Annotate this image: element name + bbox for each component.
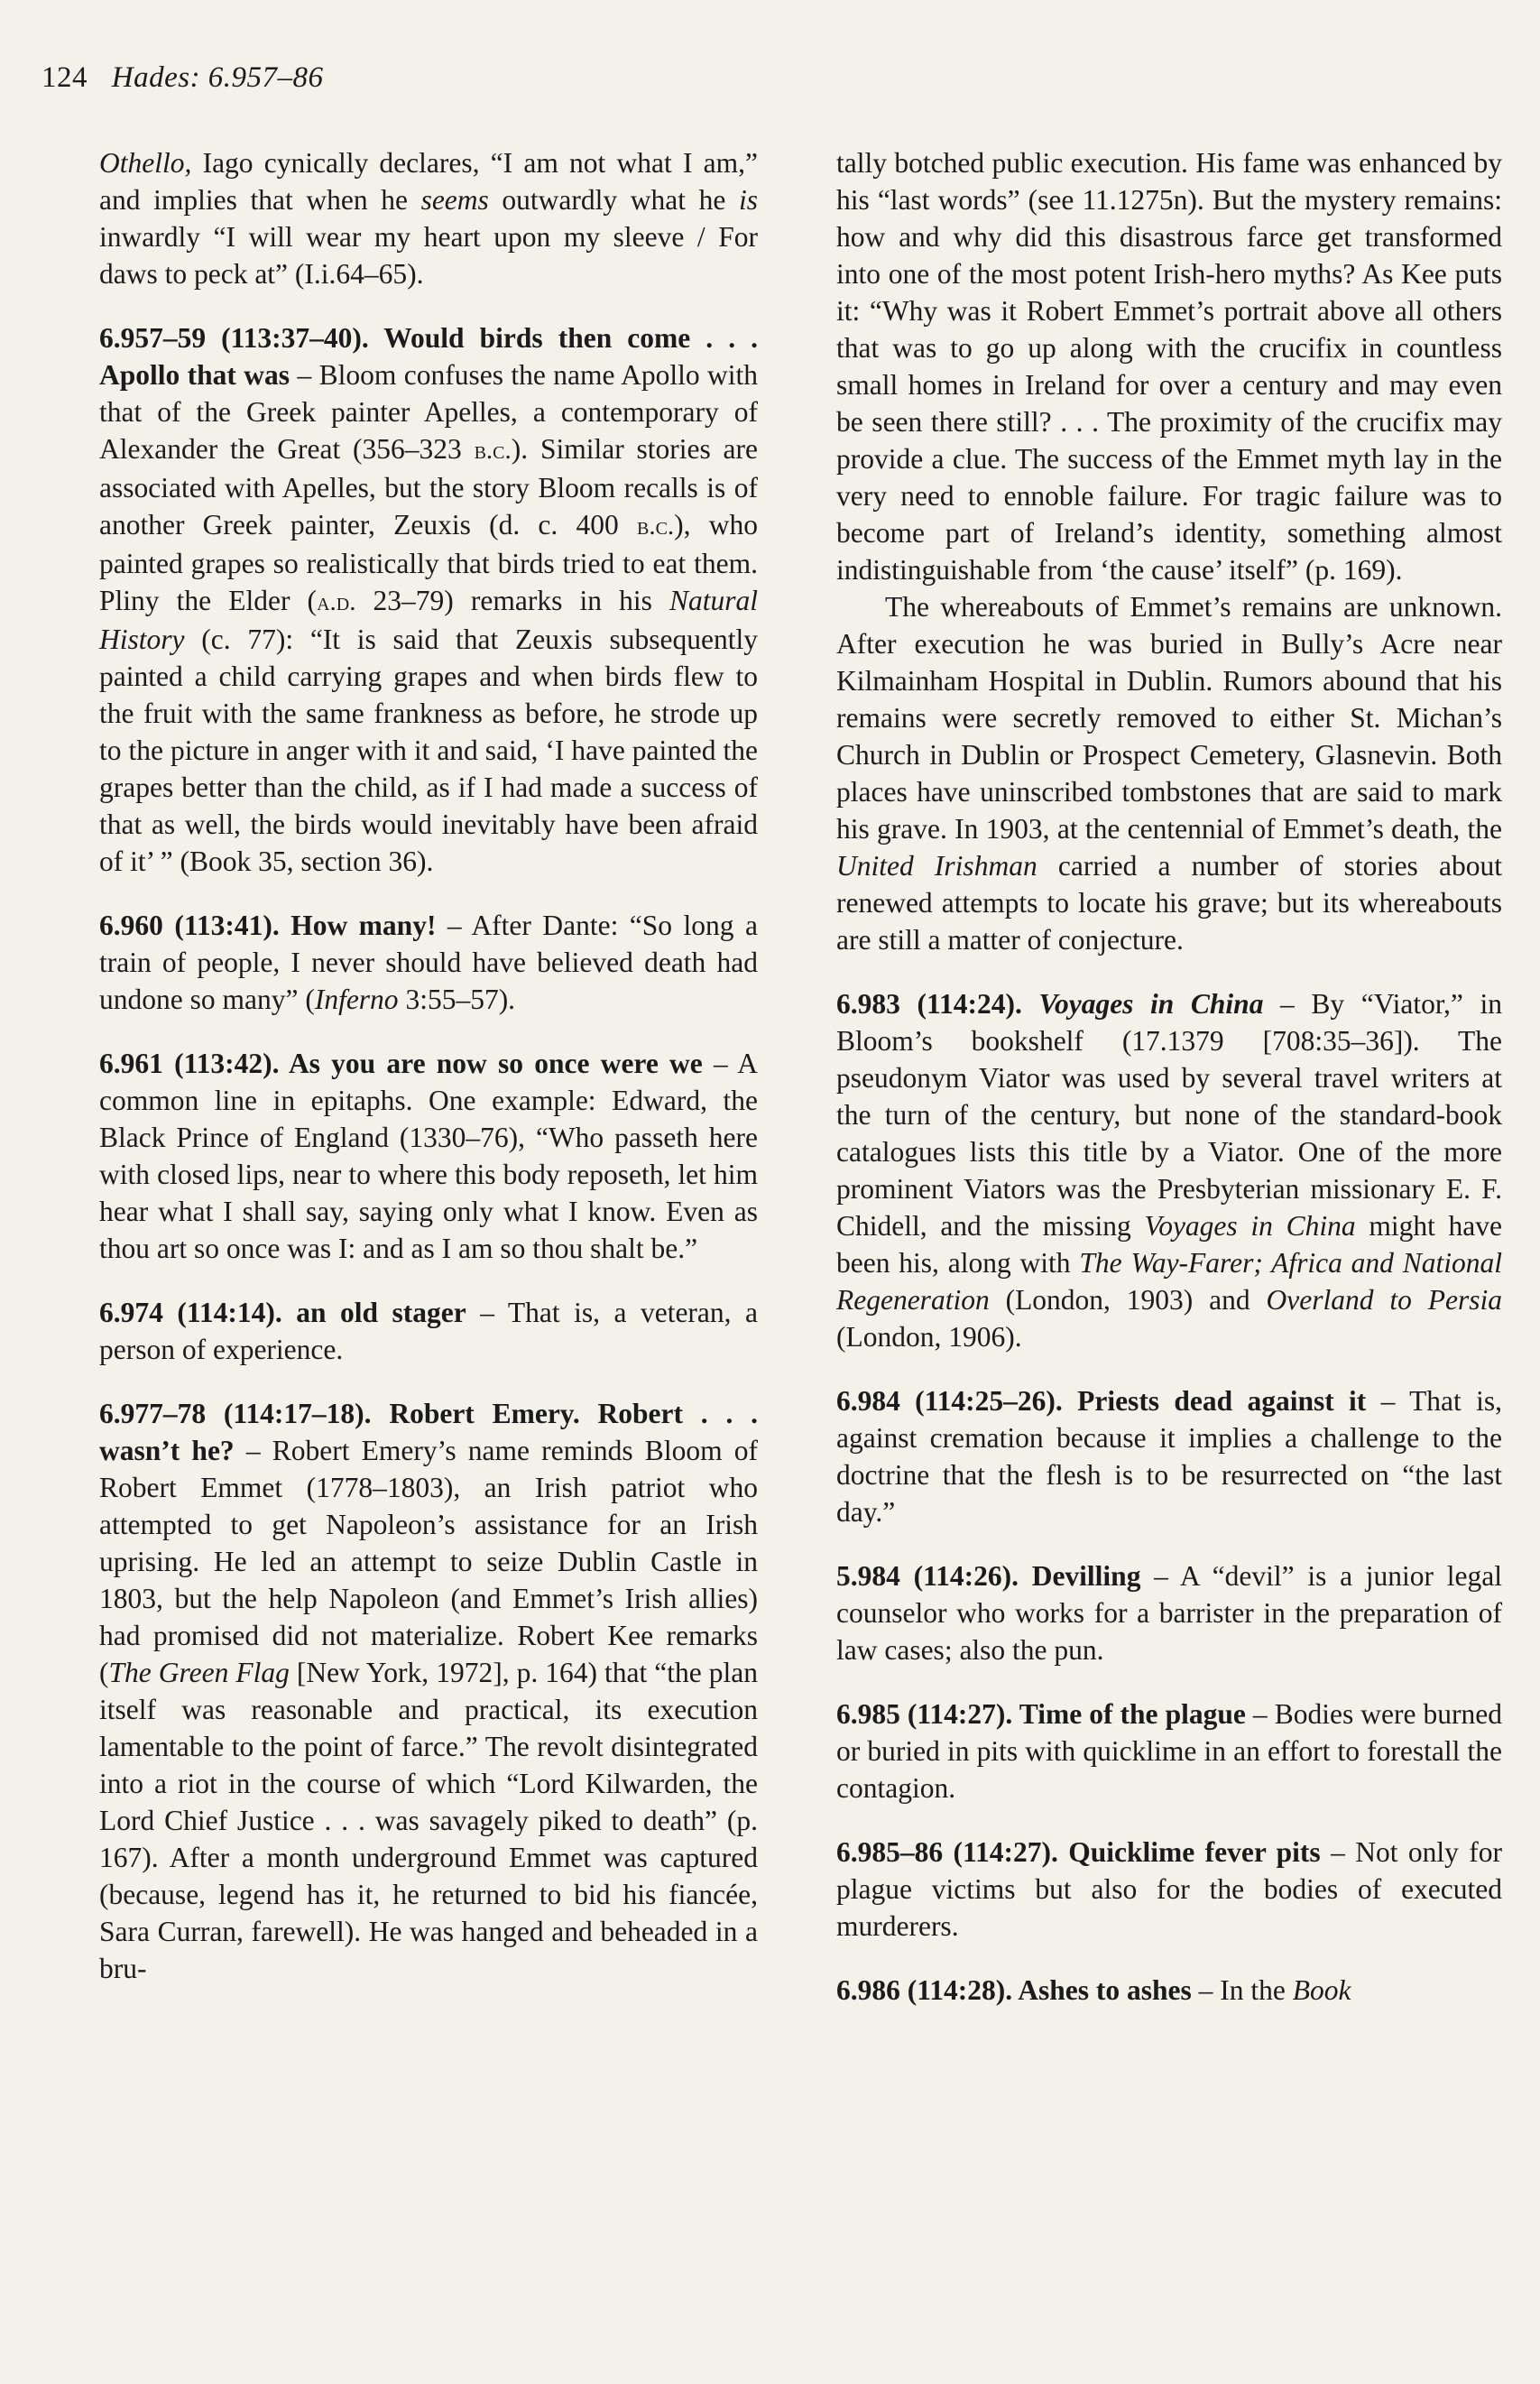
page-number: 124 <box>41 61 88 94</box>
annotation-6.985-86: 6.985–86 (114:27). Quicklime fever pits – Not only for plague victims but also for the bodies of executed murderers. <box>836 1836 1502 1942</box>
annotation-6.984: 6.984 (114:25–26). Priests dead against it – That is, against cremation because it implies a challenge to the doctrine that the flesh is to be resurrected on “the last day.” <box>836 1385 1502 1528</box>
annotation-6.985: 6.985 (114:27). Time of the plague – Bodies were burned or buried in pits with quicklime in an effort to forestall the contagion. <box>836 1698 1502 1804</box>
annotation-6.986: 6.986 (114:28). Ashes to ashes – In the Book <box>836 1974 1351 2006</box>
annotation-othello: Othello, Iago cynically declares, “I am not what I am,” and implies that when he seems outwardly what he is inwardly “I will wear my heart upon my sleeve / For daws to peck at” (I.i.64–65). <box>99 147 758 290</box>
annotation-6.960: 6.960 (113:41). How many! – After Dante: “So long a train of people, I never should have believed death had undone so many” (Inferno 3:55–57). <box>99 910 759 1015</box>
left-column <box>99 144 758 1987</box>
right-column <box>836 144 1502 2009</box>
annotation-6.974: 6.974 (114:14). an old stager – That is, a veteran, a person of experience. <box>99 1297 758 1365</box>
annotation-emmet-cont: tally botched public execution. His fame was enhanced by his “last words” (see 11.1275n). But the mystery remains: how and why did this disastrous farce get transformed into one of the most potent Irish-hero myths? As Kee puts it: “Why was it Robert Emmet’s portrait above all others that was to go up along with the crucifix in countless small homes in Ireland for over a century and may even be seen there still? . . . The proximity of the crucifix may provide a clue. The success of the Emmet myth lay in the very need to ennoble failure. For tragic failure was to become part of Ireland’s identity, something almost indistinguishable from ‘the cause’ itself” (p. 169). <box>836 147 1502 586</box>
annotation-6.957-59: 6.957–59 (113:37–40). Would birds then come . . . Apollo that was – Bloom confuses the name Apollo with that of the Greek painter Apelles, a contemporary of Alexander the Great (356–323 b.c.). Similar stories are associated with Apelles, but the story Bloom recalls is of another Greek painter, Zeuxis (d. c. 400 b.c.), who painted grapes so realistically that birds tried to eat them. Pliny the Elder (a.d. 23–79) remarks in his Natural History (c. 77): “It is said that Zeuxis subsequently painted a child carrying grapes and when birds flew to the fruit with the same frankness as before, he strode up to the picture in anger with it and said, ‘I have painted the grapes better than the child, as if I had made a success of that as well, the birds would inevitably have been afraid of it’ ” (Book 35, section 36). <box>99 322 758 877</box>
annotation-6.961: 6.961 (113:42). As you are now so once were we – A common line in epitaphs. One example: Edward, the Black Prince of England (1330–76), “Who passeth here with closed lips, near to where this body reposeth, let him hear what I shall say, saying only what I know. Even as thou art so once was I: and as I am so thou shalt be.” <box>99 1048 758 1264</box>
running-title: Hades: 6.957–86 <box>111 61 324 94</box>
annotation-6.983: 6.983 (114:24). Voyages in China – By “Viator,” in Bloom’s bookshelf (17.1379 [708:35–36]). The pseudonym Viator was used by several travel writers at the turn of the century, but none of the standard-book catalogues lists this title by a Viator. One of the more prominent Viators was the Presbyterian missionary E. F. Chidell, and the missing Voyages in China might have been his, along with The Way-Farer; Africa and National Regeneration (London, 1903) and Overland to Persia (London, 1906). <box>836 988 1503 1353</box>
annotation-emmet-remains: The whereabouts of Emmet’s remains are unknown. After execution he was buried in Bully’s Acre near Kilmainham Hospital in Dublin. Rumors abound that his remains were secretly removed to either St. Michan’s Church in Dublin or Prospect Cemetery, Glasnevin. Both places have uninscribed tombstones that are said to mark his grave. In 1903, at the centennial of Emmet’s death, the United Irishman carried a number of stories about renewed attempts to locate his grave; but its whereabouts are still a matter of conjecture. <box>836 591 1503 956</box>
running-head <box>41 61 324 95</box>
annotation-5.984: 5.984 (114:26). Devilling – A “devil” is a junior legal counselor who works for a barrister in the preparation of law cases; also the pun. <box>836 1560 1502 1666</box>
annotation-6.977-78: 6.977–78 (114:17–18). Robert Emery. Robert . . . wasn’t he? – Robert Emery’s name reminds Bloom of Robert Emmet (1778–1803), an Irish patriot who attempted to get Napoleon’s assistance for an Irish uprising. He led an attempt to seize Dublin Castle in 1803, but the help Napoleon (and Emmet’s Irish allies) had promised did not materialize. Robert Kee remarks (The Green Flag [New York, 1972], p. 164) that “the plan itself was reasonable and practical, its execution lamentable to the point of farce.” The revolt disintegrated into a riot in the course of which “Lord Kilwarden, the Lord Chief Justice . . . was savagely piked to death” (p. 167). After a month underground Emmet was captured (because, legend has it, he returned to bid his fiancée, Sara Curran, farewell). He was hanged and beheaded in a bru- <box>99 1398 759 1984</box>
